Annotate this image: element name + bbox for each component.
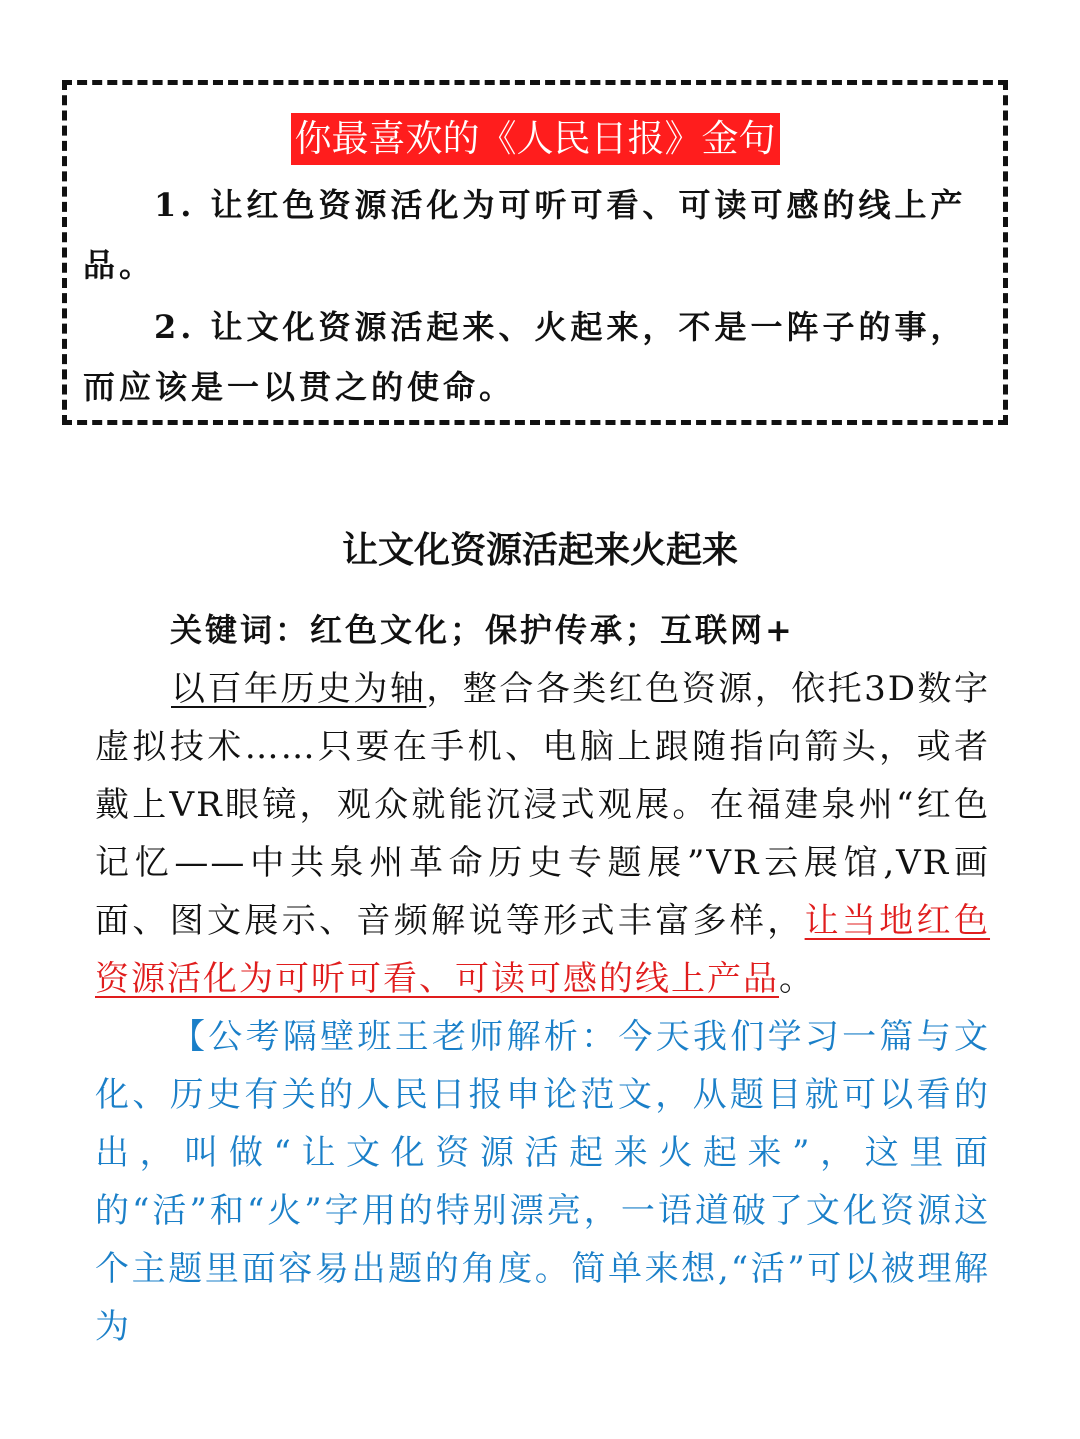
underlined-phrase: 以百年历史为轴 [171, 669, 427, 709]
quote-box [62, 80, 1008, 425]
quote-item-1: 1. 让红色资源活化为可听可看、可读可感的线上产品。 [83, 186, 967, 284]
paragraph-body: ，整合各类红色资源，依托3D数字虚拟技术……只要在手机、电脑上跟随指向箭头，或者戴上VR眼镜，观众就能沉浸式观展。在福建泉州“红色记忆——中共泉州革命历史专题展”VR云展馆,VR画面、图文展示、音频解说等形式丰富多样， [95, 669, 991, 941]
paragraph-end: 。 [779, 959, 815, 999]
keywords-line: 关键词：红色文化；保护传承；互联网+ [170, 611, 795, 649]
article-title: 让文化资源活起来火起来 [341, 529, 738, 571]
quote-item-2: 2. 让文化资源活起来、火起来，不是一阵子的事，而应该是一以贯之的使命。 [83, 308, 967, 406]
quote-title-wrap [67, 113, 1003, 165]
highlighted-sentence: 让当地红色资源活化为可听可看、可读可感的线上产品 [95, 901, 991, 999]
article-paragraph [95, 660, 990, 1008]
analysis-paragraph: 【公考隔壁班王老师解析：今天我们学习一篇与文化、历史有关的人民日报申论范文，从题目就可以看的出，叫做“让文化资源活起来火起来”，这里面的“活”和“火”字用的特别漂亮，一语道破了文化资源这个主题里面容易出题的角度。简单来想,“活”可以被理解为 [95, 1017, 990, 1347]
quote-title: 你最喜欢的《人民日报》金句 [291, 113, 780, 165]
